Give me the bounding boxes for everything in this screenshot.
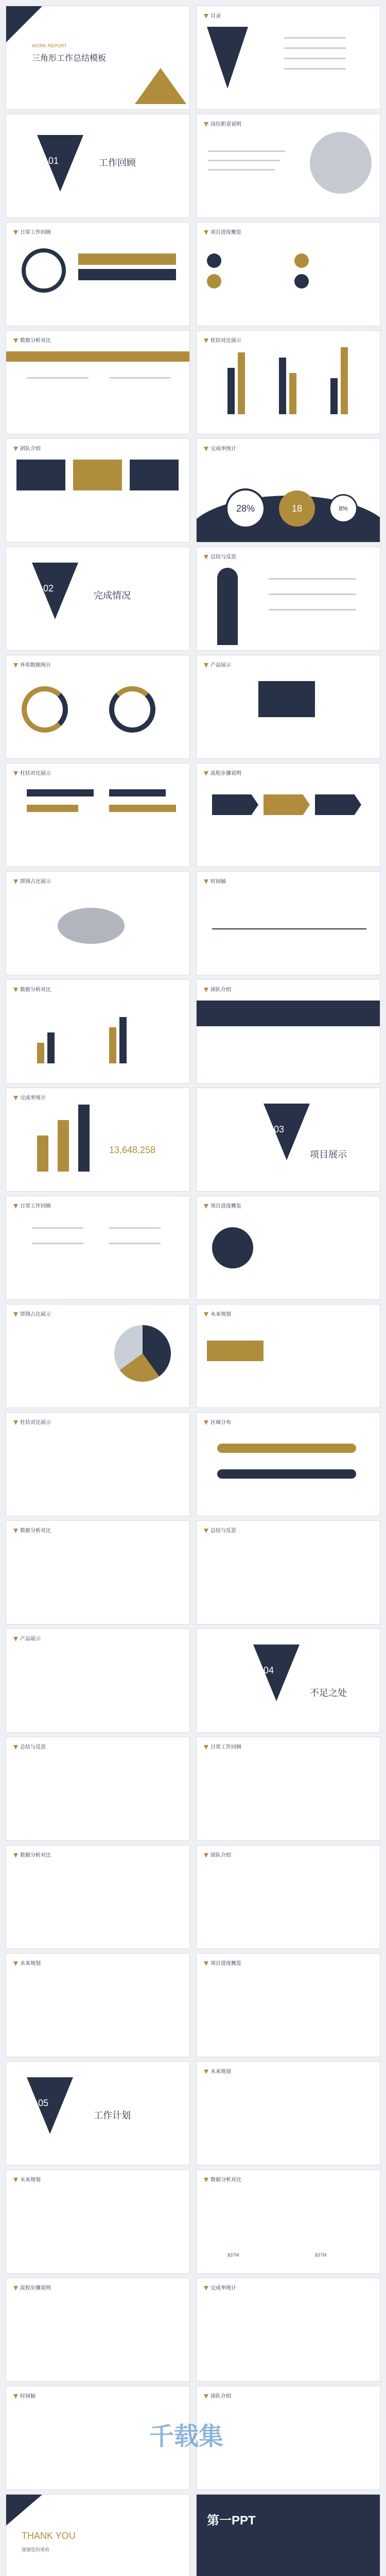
slide-title: 流程步骤说明 <box>204 769 241 776</box>
big-number: 13,648,258 <box>109 1145 156 1155</box>
toc-line <box>284 68 346 70</box>
bar <box>119 1017 127 1063</box>
triangle-decor <box>207 27 248 89</box>
slide-title: 流程步骤说明 <box>13 2283 51 2291</box>
pill-bar <box>217 1444 356 1453</box>
pie-chart <box>114 1325 171 1382</box>
text-line <box>269 609 356 611</box>
ring-chart <box>109 686 155 733</box>
section-number: 03 <box>274 1124 285 1134</box>
slide-people[interactable] <box>197 2170 380 2273</box>
slide-circles[interactable] <box>197 1196 380 1299</box>
slide-review[interactable] <box>6 223 189 326</box>
toc-line <box>284 47 346 49</box>
slide-section-5[interactable] <box>6 2062 189 2165</box>
bar <box>37 1043 44 1063</box>
text-line <box>109 377 171 379</box>
slide-title: 数据分析对比 <box>13 1526 51 1534</box>
slide-title: 饼图占比展示 <box>13 1310 51 1317</box>
triangle-decor <box>253 1645 300 1701</box>
slide-section-2[interactable] <box>6 547 189 650</box>
slide-arrow-band[interactable] <box>197 1304 380 1408</box>
slide-timeline[interactable] <box>197 872 380 975</box>
slide-section-3[interactable] <box>197 1088 380 1191</box>
slide-title: 日常工作回顾 <box>13 1201 51 1209</box>
slide-title: 时间轴 <box>13 2392 36 2399</box>
triangle-decor <box>6 2495 42 2526</box>
step-arrow <box>212 794 258 815</box>
bar <box>279 358 286 414</box>
triangle-decor <box>37 135 83 192</box>
section-title: 工作回顾 <box>99 158 136 168</box>
cover-eyebrow: WORK REPORT <box>32 43 67 48</box>
slide-title: 岗位职责说明 <box>204 120 241 127</box>
slide-title: 总结与反思 <box>204 1526 236 1534</box>
bullet-icon <box>294 253 309 268</box>
toc-line <box>284 58 346 59</box>
bar <box>238 352 245 414</box>
slide-title: 团队介绍 <box>13 444 41 452</box>
slide-bars-2[interactable] <box>6 980 189 1083</box>
pill-bar <box>217 1469 356 1479</box>
slide-steps[interactable] <box>6 2278 189 2381</box>
slide-moneybag[interactable] <box>197 2278 380 2381</box>
section-title: 不足之处 <box>310 1688 347 1698</box>
watermark-text: 千载集 <box>149 2423 224 2450</box>
step-arrow <box>264 794 310 815</box>
image-card <box>16 460 65 490</box>
slide-rings[interactable] <box>6 655 189 758</box>
slide-title: 产品展示 <box>13 1634 41 1642</box>
slide-title: 数据分析对比 <box>13 336 51 344</box>
circle-decor <box>212 1227 253 1268</box>
slide-title: 项目进度概览 <box>204 1959 241 1967</box>
bar <box>330 378 338 414</box>
triangle-decor <box>6 6 42 47</box>
slide-3dbars[interactable] <box>6 1413 189 1516</box>
slide-title: 总结与反思 <box>204 552 236 560</box>
callout <box>207 1341 264 1361</box>
triangle-decor <box>135 68 186 104</box>
slide-list[interactable] <box>6 1196 189 1299</box>
slide-images[interactable] <box>6 439 189 542</box>
brand-logo: 第一PPT <box>207 2514 256 2528</box>
text-line <box>109 1227 161 1229</box>
slide-photo-band[interactable] <box>197 980 380 1083</box>
slide-title: 数据分析对比 <box>13 985 51 993</box>
bar <box>78 1105 90 1172</box>
slide-data-analysis[interactable] <box>6 331 189 434</box>
slide-radar[interactable] <box>6 1845 189 1948</box>
slide-photo[interactable] <box>197 2386 380 2489</box>
slide-title: 完成率统计 <box>204 2283 236 2291</box>
section-number: 02 <box>43 583 54 594</box>
slide-title: 团队介绍 <box>204 1851 231 1858</box>
amount: $37M <box>315 2252 327 2258</box>
bullet-icon <box>207 253 221 268</box>
slide-title: 产品展示 <box>204 660 231 668</box>
step-arrow <box>315 794 361 815</box>
stat-circle: 18 <box>279 490 315 527</box>
slide-section-1[interactable] <box>6 114 189 217</box>
ending-subtitle: 谢谢您的观看 <box>22 2547 50 2552</box>
slide-list-2[interactable] <box>197 2062 380 2165</box>
slide-title: 未来规划 <box>204 1310 231 1317</box>
text-line <box>32 1227 83 1229</box>
slide-title: 未来规划 <box>13 1959 41 1967</box>
slide-bigbars[interactable] <box>6 1088 189 1191</box>
slide-hbars-2[interactable] <box>6 1521 189 1624</box>
text-line <box>269 594 356 595</box>
monitor <box>258 681 315 717</box>
slide-title: 数据分析对比 <box>204 2175 241 2183</box>
slide-title: 项目进度概览 <box>204 1201 241 1209</box>
timeline-axis <box>212 928 366 929</box>
bar <box>109 1027 116 1063</box>
slide-title: 日常工作回顾 <box>13 228 51 235</box>
ending-title: THANK YOU <box>22 2531 76 2541</box>
header-band <box>6 351 189 362</box>
slide-title: 目录 <box>204 11 221 19</box>
stat-circle: 8% <box>330 496 356 521</box>
slide-title: 区域分布 <box>204 1418 231 1426</box>
slide-percent[interactable] <box>197 1521 380 1624</box>
slide-funnel[interactable] <box>197 764 380 867</box>
amount: $37M <box>227 2252 239 2258</box>
slide-title: 未来规划 <box>13 2175 41 2183</box>
slide-title: 柱状对比展示 <box>13 1418 51 1426</box>
highlight-bar <box>78 253 176 265</box>
slide-title: 数据分析对比 <box>13 1851 51 1858</box>
slide-hbars[interactable] <box>6 764 189 867</box>
slide-stats[interactable] <box>197 439 380 542</box>
slide-title: 饼图占比展示 <box>13 877 51 885</box>
slide-ending[interactable] <box>6 2495 189 2576</box>
text-line <box>208 150 285 152</box>
slide-pills[interactable] <box>197 1413 380 1516</box>
slide-title: 团队介绍 <box>204 985 231 993</box>
bar <box>37 1136 48 1172</box>
slide-title: 柱状对比展示 <box>204 336 241 344</box>
slide-title: 未来规划 <box>204 2067 231 2075</box>
text-line <box>109 1243 161 1244</box>
slide-progress[interactable] <box>197 223 380 326</box>
bar <box>341 347 348 414</box>
hbar <box>27 789 94 796</box>
slide-product[interactable] <box>197 655 380 758</box>
section-number: 01 <box>48 156 59 166</box>
slide-about[interactable] <box>197 114 380 217</box>
image-card <box>73 460 122 490</box>
text-line <box>208 160 280 161</box>
hbar <box>109 789 166 796</box>
toc-line <box>284 37 346 39</box>
photo-band <box>197 1001 380 1026</box>
image-card <box>130 460 179 490</box>
slide-bars[interactable] <box>197 331 380 434</box>
slide-person[interactable] <box>197 547 380 650</box>
slide-title: 团队介绍 <box>204 2392 231 2399</box>
slide-silhouette[interactable] <box>6 1954 189 2057</box>
triangle-decor <box>264 1104 310 1160</box>
triangle-decor <box>32 563 78 619</box>
slide-laptop[interactable] <box>6 1629 189 1732</box>
text-line <box>269 578 356 580</box>
slide-title: 柱状对比展示 <box>13 769 51 776</box>
slide-toc[interactable] <box>197 6 380 109</box>
slide-magnify[interactable] <box>6 1737 189 1840</box>
slide-title: 完成率统计 <box>204 444 236 452</box>
slide-pie[interactable] <box>6 1304 189 1408</box>
slide-target[interactable] <box>6 2170 189 2273</box>
slide-icon-grid[interactable] <box>197 1954 380 2057</box>
section-title: 工作计划 <box>94 2110 131 2121</box>
text-line <box>208 169 275 171</box>
portrait <box>310 132 372 194</box>
slide-section-4[interactable] <box>197 1629 380 1732</box>
bullet-icon <box>294 274 309 289</box>
slide-checklist[interactable] <box>197 1737 380 1840</box>
highlight-bar <box>78 269 176 280</box>
section-number: 04 <box>264 1665 274 1675</box>
pie-3d <box>58 908 125 944</box>
section-title: 完成情况 <box>94 590 131 601</box>
slide-brand[interactable] <box>197 2495 380 2576</box>
triangle-decor <box>27 2077 73 2134</box>
text-line <box>27 377 89 379</box>
bullet-icon <box>207 274 221 289</box>
slide-title: 时间轴 <box>204 877 226 885</box>
stat-circle: 28% <box>227 490 264 527</box>
slide-title: 项目进度概览 <box>204 228 241 235</box>
section-number: 05 <box>38 2098 49 2108</box>
bar <box>227 368 235 414</box>
slide-pie3d[interactable] <box>6 872 189 975</box>
person-silhouette <box>217 568 238 645</box>
slide-title: 环形数据统计 <box>13 660 51 668</box>
section-title: 项目展示 <box>310 1149 347 1160</box>
slide-cover[interactable] <box>6 6 189 109</box>
text-line <box>32 1243 83 1244</box>
hbar <box>109 805 176 812</box>
hbar <box>27 805 78 812</box>
ring-decor <box>22 248 66 293</box>
slide-title: 总结与反思 <box>13 1742 46 1750</box>
bar <box>47 1032 55 1063</box>
bar <box>289 373 296 414</box>
slide-title: 日常工作回顾 <box>204 1742 241 1750</box>
slide-title: 完成率统计 <box>13 1093 46 1101</box>
slide-image-text[interactable] <box>197 1845 380 1948</box>
bar <box>58 1120 69 1172</box>
ring-chart <box>22 686 68 733</box>
cover-title: 三角形工作总结模板 <box>32 54 107 63</box>
